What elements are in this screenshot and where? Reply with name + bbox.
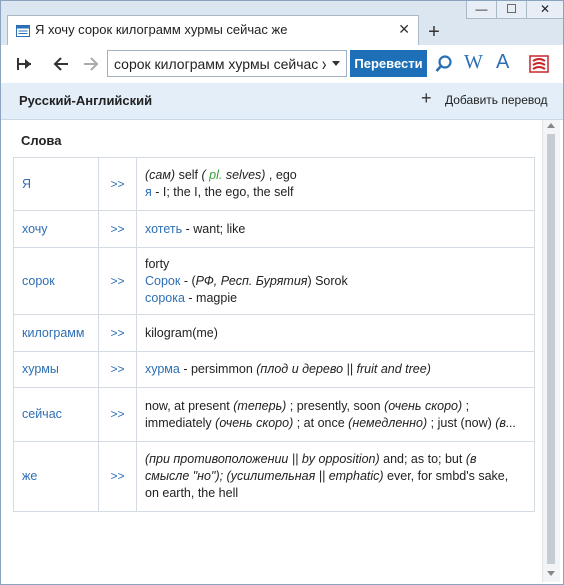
pin-icon[interactable] <box>15 54 35 74</box>
table-row <box>14 352 535 388</box>
back-arrow-icon[interactable] <box>51 54 71 74</box>
expand-arrow[interactable]: >> <box>99 211 137 248</box>
translation-cell: (сам) self ( pl. selves) , ego я - I; the I, the ego, the self <box>137 158 535 211</box>
forward-arrow-icon[interactable] <box>81 54 101 74</box>
word-link[interactable]: же <box>14 442 99 512</box>
title-bar <box>1 1 563 45</box>
plus-icon: + <box>421 88 432 108</box>
word-link[interactable]: сейчас <box>14 388 99 442</box>
section-title: Слова <box>21 133 62 148</box>
expand-arrow[interactable]: >> <box>99 158 137 211</box>
expand-arrow[interactable]: >> <box>99 388 137 442</box>
word-link[interactable]: хурмы <box>14 352 99 388</box>
table-row <box>14 248 535 315</box>
translation-cell: now, at present (теперь) ; presently, soon (очень скоро) ; immediately (очень скоро) ; at once (немедленно) ; just (now) (в... <box>137 388 535 442</box>
expand-arrow[interactable]: >> <box>99 315 137 352</box>
expand-arrow[interactable]: >> <box>99 442 137 512</box>
results-panel <box>1 120 542 584</box>
dictionary-header <box>1 83 563 120</box>
minimize-button[interactable]: — <box>466 1 496 19</box>
translation-cell: kilogram(me) <box>137 315 535 352</box>
translation-cell: хурма - persimmon (плод и дерево || fruit and tree) <box>137 352 535 388</box>
expand-arrow[interactable]: >> <box>99 248 137 315</box>
word-link[interactable]: хочу <box>14 211 99 248</box>
search-input[interactable] <box>108 51 326 76</box>
tab-active[interactable] <box>7 15 419 45</box>
search-box[interactable] <box>107 50 347 77</box>
tab-close-icon[interactable]: ✕ <box>398 21 410 37</box>
table-row <box>14 315 535 352</box>
translation-link[interactable]: сорока <box>145 290 185 305</box>
lingvo-logo-icon[interactable] <box>529 54 549 74</box>
dictionary-title: Русский-Английский <box>19 93 153 108</box>
new-tab-button[interactable]: + <box>428 21 440 43</box>
word-link[interactable]: Я <box>14 158 99 211</box>
translation-cell: (при противоположении || by opposition) and; as to; but (в смысле "но"); (усилительная || emphatic) ever, for smbd's sake, on earth, the hell <box>137 442 535 512</box>
expand-arrow[interactable]: >> <box>99 352 137 388</box>
translation-link[interactable]: я <box>145 185 152 199</box>
table-row <box>14 211 535 248</box>
translation-link[interactable]: хотеть <box>145 221 183 236</box>
toolbar <box>1 45 563 84</box>
translation-link[interactable]: хурма <box>145 362 180 376</box>
translation-link[interactable]: Сорок <box>145 273 181 288</box>
words-table <box>13 157 535 512</box>
vertical-scrollbar[interactable] <box>542 120 560 582</box>
table-row <box>14 442 535 512</box>
word-link[interactable]: килограмм <box>14 315 99 352</box>
translation-cell: forty Сорок - (РФ, Респ. Бурятия) Sorok сорока - magpie <box>137 248 535 315</box>
scroll-up-icon[interactable] <box>547 123 555 128</box>
table-row <box>14 388 535 442</box>
chevron-down-icon[interactable] <box>332 61 340 66</box>
table-row <box>14 158 535 211</box>
maximize-button[interactable]: ☐ <box>496 1 526 19</box>
translate-button[interactable]: Перевести <box>350 50 427 77</box>
scroll-thumb[interactable] <box>547 134 555 564</box>
tab-title: Я хочу сорок килограмм хурмы сейчас же <box>35 22 288 37</box>
search-icon[interactable] <box>434 54 454 74</box>
close-button[interactable]: ✕ <box>526 1 563 19</box>
translation-cell: хотеть - want; like <box>137 211 535 248</box>
font-size-icon[interactable]: A <box>496 51 510 73</box>
wikipedia-icon[interactable]: W <box>464 51 483 73</box>
add-translation-label: Добавить перевод <box>445 93 548 107</box>
document-icon <box>16 25 30 37</box>
scroll-down-icon[interactable] <box>547 571 555 576</box>
word-link[interactable]: сорок <box>14 248 99 315</box>
